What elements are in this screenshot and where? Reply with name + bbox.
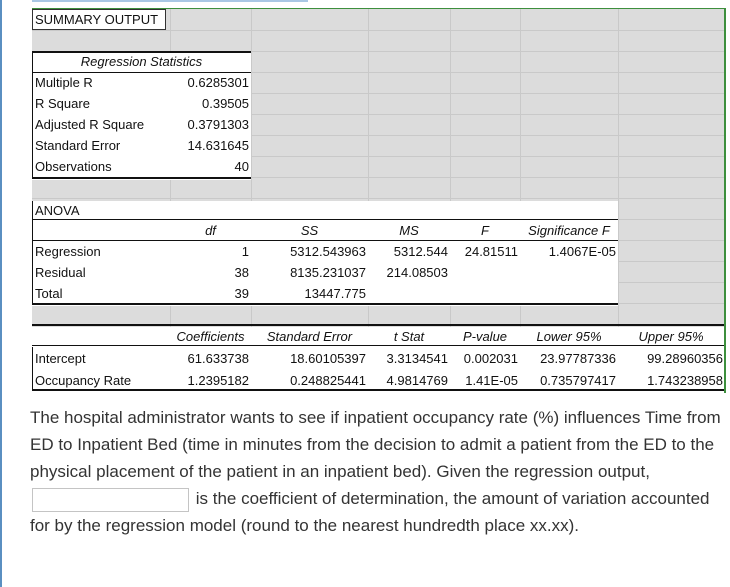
anova-regression-ms: 5312.544 [393,244,448,259]
stat-value-adjusted-r-square: 0.3791303 [187,117,249,132]
stat-label-adjusted-r-square: Adjusted R Square [35,117,145,132]
anova-residual-df: 38 [234,265,249,280]
anova-residual-ms: 214.08503 [386,265,448,280]
stat-label-standard-error: Standard Error [35,138,121,153]
coef-label-intercept: Intercept [35,351,86,366]
coef-occupancy-coefficient: 1.2395182 [187,373,249,388]
question-text-before: The hospital administrator wants to see if inpatient occupancy rate (%) influences Time from ED to Inpatient Bed (time in minutes from the decision to admit a patient from the ED to the physical placement of the patient in an inpatient bed). Given the regression output, [30,408,721,481]
stat-label-multiple-r: Multiple R [35,75,93,90]
coef-header-t-stat: t Stat [393,329,425,344]
anova-title: ANOVA [35,203,80,218]
coef-intercept-p-value: 0.002031 [463,351,518,366]
stat-label-observations: Observations [35,159,112,174]
anova-regression-ss: 5312.543963 [290,244,366,259]
top-accent-line [32,0,308,2]
coef-occupancy-upper-95: 1.743238958 [647,373,723,388]
anova-label-residual: Residual [35,265,86,280]
coef-header-coefficients: Coefficients [176,329,245,344]
anova-header-f: F [481,223,489,238]
stat-value-observations: 40 [234,159,249,174]
anova-regression-df: 1 [241,244,249,259]
question-text-after: is the coefficient of determination, the amount of variation accounted for by the regression model (round to the nearest hundredth place xx.xx). [30,489,710,535]
stat-value-multiple-r: 0.6285301 [187,75,249,90]
coef-header-lower-95: Lower 95% [536,329,602,344]
anova-label-regression: Regression [35,244,101,259]
anova-residual-ss: 8135.231037 [290,265,366,280]
left-border-line [0,0,2,587]
coef-header-upper-95: Upper 95% [638,329,704,344]
stat-value-standard-error: 14.631645 [187,138,249,153]
anova-header-ss: SS [300,223,319,238]
anova-header-significance-f: Significance F [528,223,610,238]
answer-input[interactable] [32,488,189,512]
coef-intercept-t-stat: 3.3134541 [386,351,448,366]
coef-label-occupancy-rate: Occupancy Rate [35,373,132,388]
regression-output-sheet [32,8,726,393]
anova-regression-significance-f: 1.4067E-05 [548,244,616,259]
summary-output-label: SUMMARY OUTPUT [35,12,159,27]
coef-intercept-lower-95: 23.97787336 [540,351,616,366]
stat-value-r-square: 0.39505 [202,96,249,111]
regression-statistics-title: Regression Statistics [80,54,203,69]
anova-header-df: df [205,223,216,238]
coef-intercept-coefficient: 61.633738 [187,351,249,366]
anova-label-total: Total [35,286,63,301]
question-text [30,404,725,539]
coef-occupancy-lower-95: 0.735797417 [540,373,616,388]
coef-intercept-standard-error: 18.60105397 [290,351,366,366]
anova-header-ms: MS [399,223,419,238]
stat-label-r-square: R Square [35,96,90,111]
coef-header-p-value: P-value [462,329,508,344]
coef-header-standard-error: Standard Error [266,329,353,344]
coef-occupancy-t-stat: 4.9814769 [386,373,448,388]
anova-total-df: 39 [234,286,249,301]
coef-occupancy-p-value: 1.41E-05 [465,373,518,388]
coef-intercept-upper-95: 99.28960356 [647,351,723,366]
anova-total-ss: 13447.775 [304,286,366,301]
anova-regression-f: 24.81511 [464,244,518,259]
coef-occupancy-standard-error: 0.248825441 [290,373,366,388]
